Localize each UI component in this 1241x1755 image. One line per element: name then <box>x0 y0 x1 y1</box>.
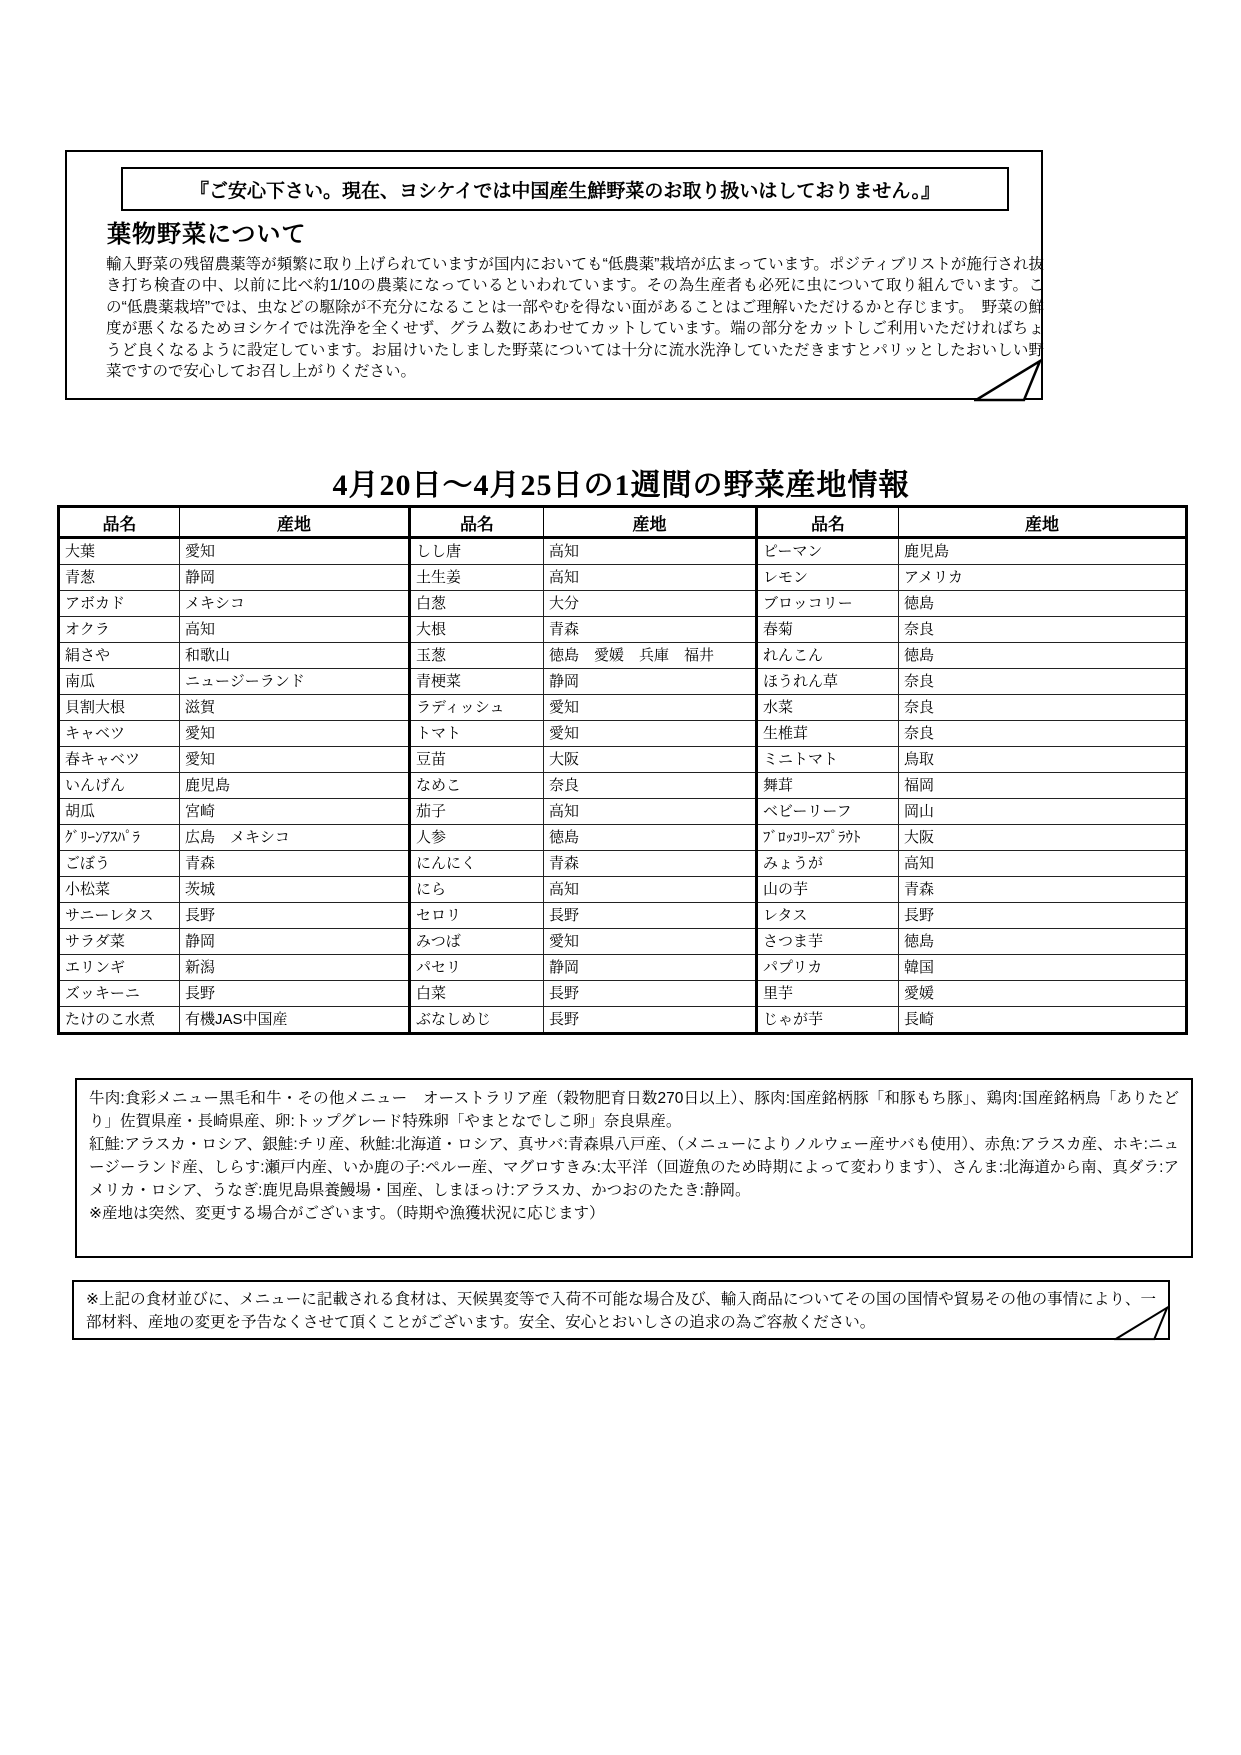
origin-cell: 長野 <box>544 903 757 929</box>
item-name-cell: サニーレタス <box>59 903 180 929</box>
origin-cell: 高知 <box>544 538 757 565</box>
origin-cell: 静岡 <box>544 955 757 981</box>
origin-cell: 鹿児島 <box>180 773 410 799</box>
table-row <box>59 591 1187 617</box>
origin-table-header <box>59 507 1187 538</box>
item-name-cell: レモン <box>757 565 899 591</box>
table-row <box>59 669 1187 695</box>
origin-cell: 青森 <box>544 851 757 877</box>
item-name-cell: れんこん <box>757 643 899 669</box>
origin-cell: 長崎 <box>899 1007 1187 1034</box>
origin-cell: アメリカ <box>899 565 1187 591</box>
item-name-cell: ぶなしめじ <box>410 1007 544 1034</box>
item-name-cell: アボカド <box>59 591 180 617</box>
item-name-cell: パセリ <box>410 955 544 981</box>
item-name-cell: ピーマン <box>757 538 899 565</box>
item-name-cell: キャベツ <box>59 721 180 747</box>
origin-cell: 青森 <box>180 851 410 877</box>
origin-cell: 愛知 <box>180 538 410 565</box>
item-name-cell: ラディッシュ <box>410 695 544 721</box>
item-name-cell: なめこ <box>410 773 544 799</box>
item-name-cell: 大根 <box>410 617 544 643</box>
item-name-cell: 南瓜 <box>59 669 180 695</box>
origin-cell: 長野 <box>180 981 410 1007</box>
col-header-item-1: 品名 <box>59 507 180 538</box>
origin-cell: 新潟 <box>180 955 410 981</box>
origin-cell: 愛知 <box>544 695 757 721</box>
item-name-cell: たけのこ水煮 <box>59 1007 180 1034</box>
origin-cell: 静岡 <box>544 669 757 695</box>
col-header-origin-1: 産地 <box>180 507 410 538</box>
origin-cell: 韓国 <box>899 955 1187 981</box>
table-row <box>59 695 1187 721</box>
meat-fish-origin-box <box>75 1078 1193 1258</box>
item-name-cell: セロリ <box>410 903 544 929</box>
origin-cell: 徳島 愛媛 兵庫 福井 <box>544 643 757 669</box>
origin-cell: 愛知 <box>180 747 410 773</box>
origin-cell: 高知 <box>544 565 757 591</box>
origin-cell: 岡山 <box>899 799 1187 825</box>
origin-cell: 愛知 <box>180 721 410 747</box>
item-name-cell: 舞茸 <box>757 773 899 799</box>
origin-cell: 福岡 <box>899 773 1187 799</box>
origin-cell: 大阪 <box>544 747 757 773</box>
origin-cell: 宮崎 <box>180 799 410 825</box>
notice-banner-text: 『ご安心下さい。現在、ヨシケイでは中国産生鮮野菜のお取り扱いはしておりません。』 <box>190 180 940 202</box>
origin-cell: 鳥取 <box>899 747 1187 773</box>
table-row <box>59 1007 1187 1034</box>
item-name-cell: レタス <box>757 903 899 929</box>
origin-table-body <box>59 538 1187 1034</box>
origin-cell: 徳島 <box>899 929 1187 955</box>
origin-cell: 愛媛 <box>899 981 1187 1007</box>
item-name-cell: トマト <box>410 721 544 747</box>
item-name-cell: 絹さや <box>59 643 180 669</box>
table-row <box>59 877 1187 903</box>
item-name-cell: 豆苗 <box>410 747 544 773</box>
notice-banner-box <box>121 167 1009 211</box>
origin-cell: 奈良 <box>899 617 1187 643</box>
origin-cell: 静岡 <box>180 929 410 955</box>
origin-cell: 徳島 <box>899 643 1187 669</box>
disclaimer-text: ※上記の食材並びに、メニューに記載される食材は、天候異変等で入荷不可能な場合及び、輸入商品についてその国の国情や貿易その他の事情により、一部材料、産地の変更を予告なくさせて頂くことがございます。安全、安心とおいしさの追求の為ご容赦ください。 <box>86 1291 1157 1331</box>
origin-cell: 奈良 <box>899 669 1187 695</box>
item-name-cell: 白菜 <box>410 981 544 1007</box>
origin-cell: 長野 <box>544 1007 757 1034</box>
col-header-origin-2: 産地 <box>544 507 757 538</box>
item-name-cell: 小松菜 <box>59 877 180 903</box>
col-header-item-2: 品名 <box>410 507 544 538</box>
table-row <box>59 617 1187 643</box>
disclaimer-box <box>72 1280 1170 1340</box>
table-row <box>59 565 1187 591</box>
origin-cell: 大分 <box>544 591 757 617</box>
origin-cell: 愛知 <box>544 929 757 955</box>
col-header-item-3: 品名 <box>757 507 899 538</box>
origin-cell: 有機JAS中国産 <box>180 1007 410 1034</box>
item-name-cell: 土生姜 <box>410 565 544 591</box>
item-name-cell: いんげん <box>59 773 180 799</box>
item-name-cell: ブロッコリー <box>757 591 899 617</box>
item-name-cell: ミニトマト <box>757 747 899 773</box>
item-name-cell: じゃが芋 <box>757 1007 899 1034</box>
item-name-cell: 春菊 <box>757 617 899 643</box>
item-name-cell: サラダ菜 <box>59 929 180 955</box>
origin-cell: メキシコ <box>180 591 410 617</box>
item-name-cell: ベビーリーフ <box>757 799 899 825</box>
table-row <box>59 538 1187 565</box>
item-name-cell: さつま芋 <box>757 929 899 955</box>
table-row <box>59 799 1187 825</box>
item-name-cell: ｸﾞﾘｰﾝｱｽﾊﾟﾗ <box>59 825 180 851</box>
origin-cell: 青森 <box>899 877 1187 903</box>
origin-cell: 奈良 <box>899 721 1187 747</box>
item-name-cell: 春キャベツ <box>59 747 180 773</box>
origin-cell: 徳島 <box>899 591 1187 617</box>
item-name-cell: 貝割大根 <box>59 695 180 721</box>
item-name-cell: 青梗菜 <box>410 669 544 695</box>
origin-cell: 長野 <box>899 903 1187 929</box>
origin-change-note: ※産地は突然、変更する場合がございます。（時期や漁獲状況に応じます） <box>89 1205 605 1222</box>
origin-cell: 高知 <box>899 851 1187 877</box>
origin-cell: 徳島 <box>544 825 757 851</box>
item-name-cell: ﾌﾞﾛｯｺﾘｰｽﾌﾟﾗｳﾄ <box>757 825 899 851</box>
origin-cell: 鹿児島 <box>899 538 1187 565</box>
table-row <box>59 747 1187 773</box>
table-row <box>59 773 1187 799</box>
item-name-cell: みつば <box>410 929 544 955</box>
item-name-cell: ほうれん草 <box>757 669 899 695</box>
item-name-cell: オクラ <box>59 617 180 643</box>
item-name-cell: 里芋 <box>757 981 899 1007</box>
origin-cell: 高知 <box>544 877 757 903</box>
origin-cell: 茨城 <box>180 877 410 903</box>
meat-origin-paragraph: 牛肉:食彩メニュー黒毛和牛・その他メニュー オーストラリア産（穀物肥育日数270日以上）、豚肉:国産銘柄豚「和豚もち豚」、鶏肉:国産銘柄鳥「ありたどり」佐賀県産・長崎県産、卵:トップグレード特殊卵「やまとなでしこ卵」奈良県産。 <box>89 1090 1179 1130</box>
origin-cell: 滋賀 <box>180 695 410 721</box>
item-name-cell: パプリカ <box>757 955 899 981</box>
origin-cell: 和歌山 <box>180 643 410 669</box>
item-name-cell: 人参 <box>410 825 544 851</box>
item-name-cell: 大葉 <box>59 538 180 565</box>
table-row <box>59 981 1187 1007</box>
table-row <box>59 721 1187 747</box>
veg-origin-table <box>57 505 1188 1035</box>
table-row <box>59 955 1187 981</box>
table-row <box>59 643 1187 669</box>
table-row <box>59 825 1187 851</box>
origin-cell: 大阪 <box>899 825 1187 851</box>
table-row <box>59 903 1187 929</box>
origin-cell: 青森 <box>544 617 757 643</box>
veg-origin-table-title: 4月20日～4月25日の1週間の野菜産地情報 <box>332 469 910 502</box>
origin-cell: 広島 メキシコ <box>180 825 410 851</box>
item-name-cell: 青葱 <box>59 565 180 591</box>
item-name-cell: ズッキーニ <box>59 981 180 1007</box>
item-name-cell: しし唐 <box>410 538 544 565</box>
item-name-cell: 生椎茸 <box>757 721 899 747</box>
origin-cell: 奈良 <box>544 773 757 799</box>
origin-cell: 愛知 <box>544 721 757 747</box>
origin-cell: 高知 <box>544 799 757 825</box>
item-name-cell: 茄子 <box>410 799 544 825</box>
origin-cell: 長野 <box>180 903 410 929</box>
origin-cell: 奈良 <box>899 695 1187 721</box>
item-name-cell: にら <box>410 877 544 903</box>
origin-cell: 長野 <box>544 981 757 1007</box>
item-name-cell: 白葱 <box>410 591 544 617</box>
item-name-cell: にんにく <box>410 851 544 877</box>
leafy-section-heading: 葉物野菜について <box>107 221 307 248</box>
item-name-cell: エリンギ <box>59 955 180 981</box>
origin-cell: 高知 <box>180 617 410 643</box>
leafy-section-body: 輸入野菜の残留農薬等が頻繁に取り上げられていますが国内においても“低農薬”栽培が広まっています。ポジティブリストが施行され抜き打ち検査の中、以前に比べ約1/10の農薬になっているといわれています。その為生産者も必死に虫について取り組んでいます。この“低農薬栽培”では、虫などの駆除が不充分になることは一部やむを得ない面があることはご理解いただけるかと存じます。 野菜の鮮度が悪くなるためヨシケイでは洗浄を全くせず、グラム数にあわせてカットしています。端の部分をカットしご利用いただければちょうど良くなるように設定しています。お届けいたしました野菜については十分に流水洗浄していただきますとパリッとしたおいしい野菜ですので安心してお召し上がりください。 <box>106 256 1044 381</box>
item-name-cell: 水菜 <box>757 695 899 721</box>
leafy-vegetable-notice-box <box>65 150 1043 400</box>
fish-origin-paragraph: 紅鮭:アラスカ・ロシア、銀鮭:チリ産、秋鮭:北海道・ロシア、真サバ:青森県八戸産、（メニューによりノルウェー産サバも使用）、赤魚:アラスカ産、ホキ:ニュージーランド産、しらす:瀬戸内産、いか鹿の子:ペルー産、マグロすきみ:太平洋（回遊魚のため時期によって変わります）、さんま:北海道から南、真ダラ:アメリカ・ロシア、うなぎ:鹿児島県養鰻場・国産、しまほっけ:アラスカ、かつおのたたき:静岡。 <box>89 1136 1179 1199</box>
item-name-cell: ごぼう <box>59 851 180 877</box>
table-row <box>59 851 1187 877</box>
origin-cell: ニュージーランド <box>180 669 410 695</box>
table-row <box>59 929 1187 955</box>
item-name-cell: みょうが <box>757 851 899 877</box>
origin-cell: 静岡 <box>180 565 410 591</box>
item-name-cell: 玉葱 <box>410 643 544 669</box>
col-header-origin-3: 産地 <box>899 507 1187 538</box>
item-name-cell: 山の芋 <box>757 877 899 903</box>
item-name-cell: 胡瓜 <box>59 799 180 825</box>
